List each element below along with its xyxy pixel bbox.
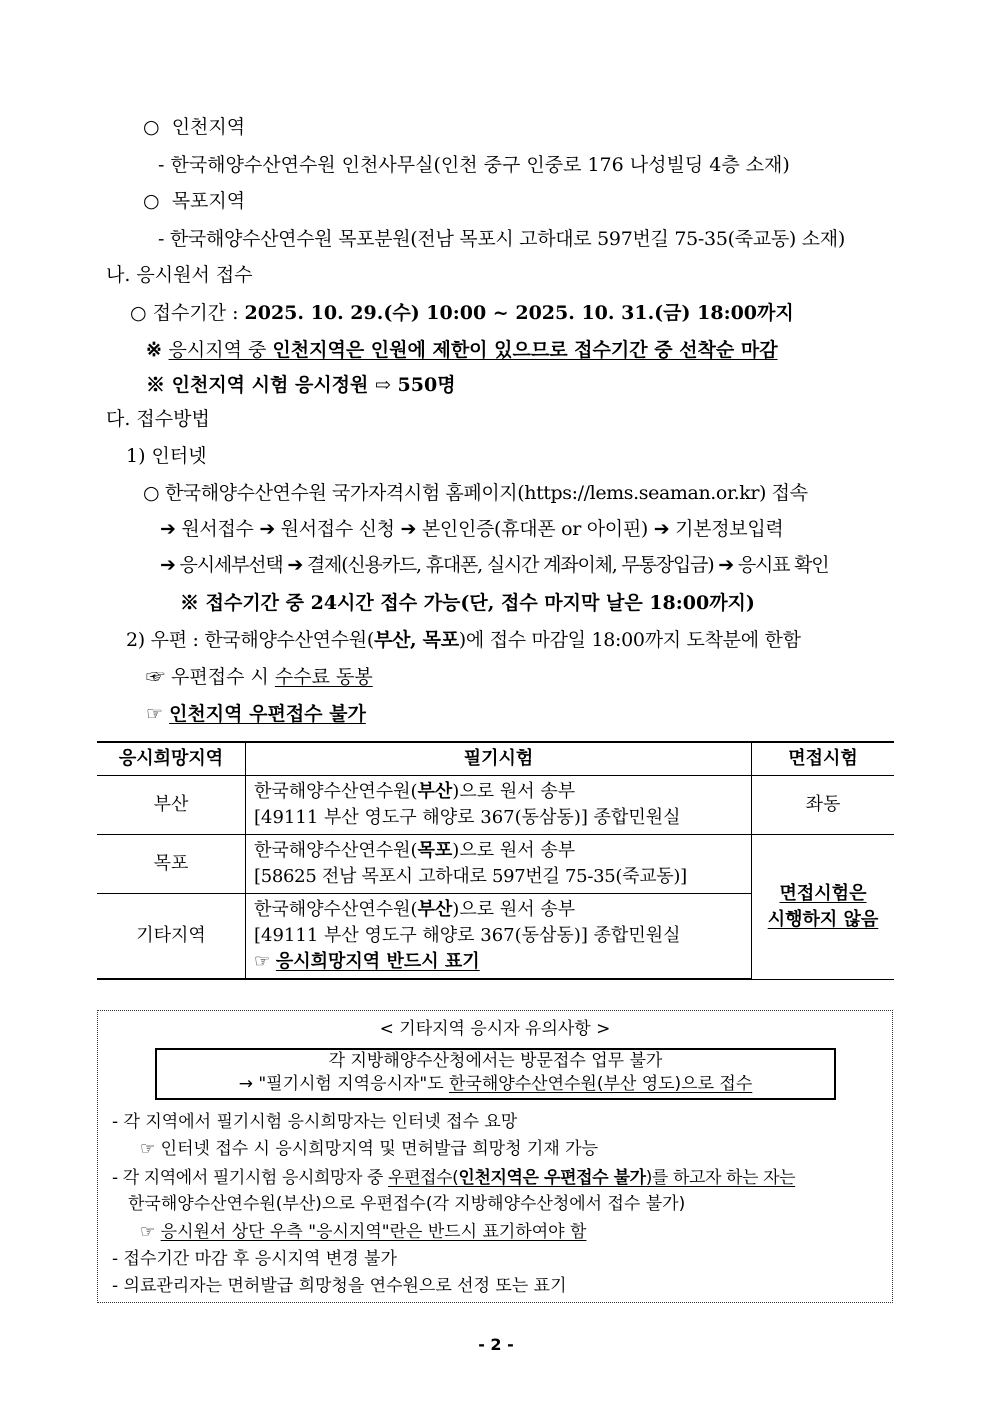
internet-title: 1) 인터넷 [126, 445, 207, 467]
mokpo-address: - 한국해양수산연수원 목포분원(전남 목포시 고하대로 597번길 75-35(죽교동) 소재) [158, 228, 845, 250]
table-header-row [97, 742, 894, 776]
notice-item: ☞ 인터넷 접수 시 응시희망지역 및 면허발급 희망청 기재 가능 [140, 1139, 599, 1159]
incheon-address: - 한국해양수산연수원 인천사무실(인천 중구 인중로 176 나성빌딩 4층 소재) [158, 154, 790, 176]
address: [49111 부산 영도구 해양로 367(동삼동)] 종합민원실 [254, 807, 681, 828]
notice-title: < 기타지역 응시자 유의사항 > [379, 1019, 611, 1039]
region-cell: 부산 [97, 776, 246, 835]
period-value: 2025. 10. 29.(수) 10:00 ~ 2025. 10. 31.(금) 18:00까지 [244, 302, 794, 324]
region-cell: 기타지역 [97, 894, 246, 980]
internet-24h-note: ※ 접수기간 중 24시간 접수 가능(단, 접수 마지막 날은 18:00까지) [180, 592, 755, 614]
note-mark: ☞ [146, 703, 170, 725]
t: 한국해양수산연수원( [254, 840, 418, 861]
interview-merged-cell [752, 835, 895, 980]
t: 한국해양수산연수원( [254, 899, 418, 920]
section-da-heading: 다. 접수방법 [106, 408, 210, 430]
incheon-heading [143, 114, 245, 140]
t: 인천지역은 우편접수 불가 [458, 1168, 646, 1188]
post-incheon-note [146, 701, 366, 727]
post-fee-note [146, 664, 373, 690]
internet-homepage-line: ○ 한국해양수산연수원 국가자격시험 홈페이지(https://lems.seaman.or.kr) 접속 [143, 482, 808, 504]
post-post: )에 접수 마감일 18:00까지 도착분에 한함 [458, 629, 801, 651]
notice-inner-box [155, 1048, 836, 1100]
t: - 각 지역에서 필기시험 응시희망자 중 [112, 1168, 389, 1188]
t: 부산 [417, 899, 453, 920]
notice-item: - 의료관리자는 면허발급 희망청을 연수원으로 선정 또는 표기 [112, 1276, 567, 1296]
t: )으로 원서 송부 [452, 840, 576, 861]
region-cell: 목포 [97, 835, 246, 894]
header-written: 필기시험 [246, 742, 752, 776]
notice-item: 한국해양수산연수원(부산)으로 우편접수(각 지방해양수산청에서 접수 불가) [128, 1194, 686, 1214]
address: [58625 전남 목포시 고하대로 597번길 75-35(죽교동)] [254, 866, 687, 887]
t: 면접시험은 [779, 882, 867, 904]
notice-item [112, 1166, 795, 1190]
notice-item: - 각 지역에서 필기시험 응시희망자는 인터넷 접수 요망 [112, 1112, 518, 1132]
note-underlined: 수수료 동봉 [274, 666, 373, 688]
note-bold: 인천지역은 인원에 제한이 있으므로 접수기간 중 선착순 마감 [272, 339, 778, 361]
notice-box [97, 1010, 893, 1303]
t: 목포 [417, 840, 453, 861]
post-title [126, 627, 801, 653]
interview-cell: 좌동 [752, 776, 895, 835]
t: 한국해양수산연수원( [254, 781, 418, 802]
t: 우편접수( [388, 1168, 459, 1188]
t: 응시원서 상단 우측 "응시지역"란은 반드시 표기하여야 함 [160, 1222, 587, 1242]
incheon-title: 인천지역 [171, 116, 246, 138]
written-cell [246, 894, 752, 980]
table-row [97, 835, 894, 894]
notice-item [140, 1220, 586, 1244]
incheon-capacity-note: ※ 인천지역 시험 응시정원 ⇨ 550명 [146, 374, 456, 396]
t: 한국해양수산연수원(부산 영도)으로 접수 [449, 1074, 753, 1094]
notice-item: - 접수기간 마감 후 응시지역 변경 불가 [112, 1249, 397, 1269]
t: 부산 [417, 781, 453, 802]
note-mark: ※ [146, 339, 169, 361]
t: ☞ [254, 951, 276, 972]
t: )으로 원서 송부 [452, 781, 576, 802]
inner-line1: 각 지방해양수산청에서는 방문접수 업무 불가 [328, 1051, 663, 1071]
address: [49111 부산 영도구 해양로 367(동삼동)] 종합민원실 [254, 925, 681, 946]
application-period [130, 300, 794, 326]
t: )으로 원서 송부 [452, 899, 576, 920]
written-cell [246, 776, 752, 835]
post-pre: 2) 우편 : 한국해양수산연수원( [126, 629, 374, 651]
bullet: ○ [143, 116, 160, 138]
page-number: - 2 - [478, 1335, 514, 1354]
t: → "필기시험 지역응시자"도 [238, 1074, 450, 1094]
header-region: 응시희망지역 [97, 742, 246, 776]
t: )를 하고자 하는 자는 [645, 1168, 796, 1188]
period-label: ○ 접수기간 : [130, 302, 245, 324]
written-cell [246, 835, 752, 894]
t: ☞ [140, 1222, 161, 1242]
t: 응시희망지역 반드시 표기 [275, 951, 480, 972]
internet-steps-line2: ➔ 응시세부선택 ➔ 결제(신용카드, 휴대폰, 실시간 계좌이체, 무통장입금) ➔ 응시표 확인 [160, 554, 829, 576]
mokpo-title: 목포지역 [171, 190, 246, 212]
inner-line2 [157, 1073, 834, 1096]
header-interview: 면접시험 [752, 742, 895, 776]
table-row [97, 776, 894, 835]
note-plain: 응시지역 중 [168, 339, 273, 361]
section-na-heading: 나. 응시원서 접수 [106, 264, 253, 286]
incheon-limit-note [146, 337, 778, 363]
bullet: ○ [143, 190, 160, 212]
post-bold: 부산, 목포 [373, 629, 459, 651]
internet-steps-line1: ➔ 원서접수 ➔ 원서접수 신청 ➔ 본인인증(휴대폰 or 아이핀) ➔ 기본정보입력 [160, 518, 784, 540]
note-pre: ☞ 우편접수 시 [146, 666, 275, 688]
mokpo-heading [143, 188, 245, 214]
note-bold-underlined: 인천지역 우편접수 불가 [169, 703, 366, 725]
t: 시행하지 않음 [767, 908, 879, 930]
region-table [97, 741, 894, 980]
